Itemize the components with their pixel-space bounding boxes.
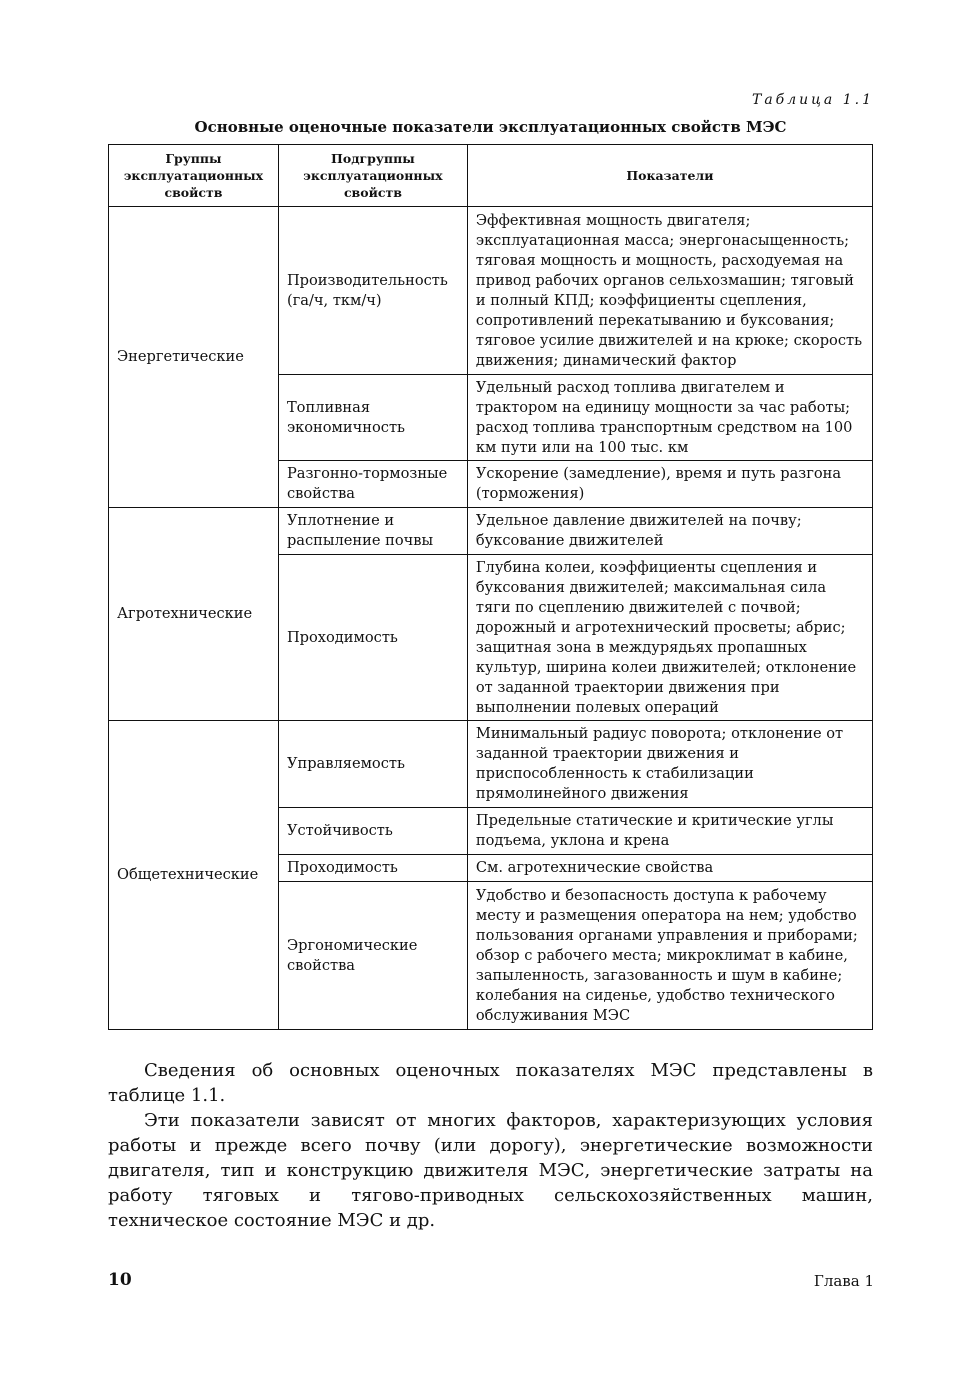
subgroup-cell: Производительность (га/ч, ткм/ч)	[278, 207, 467, 375]
indicators-cell: Предельные статические и критические углы подъема, уклона и крена	[467, 808, 872, 855]
properties-table	[108, 144, 873, 1030]
indicators-cell: Удобство и безопасность доступа к рабочему месту и размещения оператора на нем; удобство пользования органами управления и приборами; обзор с рабочего места; микроклимат в кабине, запыленность, загазованность и шум в кабине; колебания на сиденье, удобство технического обслуживания МЭС	[467, 882, 872, 1030]
header-subgroups: Подгруппы эксплуатационных свойств	[278, 145, 467, 207]
indicators-cell: Глубина колеи, коэффициенты сцепления и буксования движителей; максимальная сила тяги по сцеплению движителей с почвой; дорожный и агротехнический просветы; абрис; защитная зона в междурядьях пропашных культур, ширина колеи движителей; отклонение от заданной траектории движения при выполнении полевых операций	[467, 555, 872, 721]
table-row	[109, 721, 873, 808]
group-cell: Энергетические	[109, 207, 279, 508]
group-cell: Общетехнические	[109, 721, 279, 1030]
subgroup-cell: Разгонно-тормозные свойства	[278, 461, 467, 508]
table-caption: Основные оценочные показатели эксплуатационных свойств МЭС	[194, 118, 787, 136]
indicators-cell: Удельное давление движителей на почву; буксование движителей	[467, 508, 872, 555]
indicators-cell: Минимальный радиус поворота; отклонение от заданной траектории движения и приспособленность к стабилизации прямолинейного движения	[467, 721, 872, 808]
subgroup-cell: Проходимость	[278, 555, 467, 721]
header-groups: Группы эксплуатационных свойств	[109, 145, 279, 207]
subgroup-cell: Топливная экономичность	[278, 375, 467, 461]
indicators-cell: См. агротехнические свойства	[467, 855, 872, 882]
group-cell: Агротехнические	[109, 508, 279, 721]
subgroup-cell: Проходимость	[278, 855, 467, 882]
indicators-cell: Эффективная мощность двигателя; эксплуатационная масса; энергонасыщенность; тяговая мощность и мощность, расходуемая на привод рабочих органов сельхозмашин; тяговый и полный КПД; коэффициенты сцепления, сопротивлений перекатыванию и буксования; тяговое усилие движителей и на крюке; скорость движения; динамический фактор	[467, 207, 872, 375]
table-row	[109, 508, 873, 555]
header-indicators: Показатели	[467, 145, 872, 207]
subgroup-cell: Уплотнение и распыление почвы	[278, 508, 467, 555]
indicators-cell: Удельный расход топлива двигателем и трактором на единицу мощности за час работы; расход топлива транспортным средством на 100 км пути или на 100 тыс. км	[467, 375, 872, 461]
subgroup-cell: Устойчивость	[278, 808, 467, 855]
table-header-row	[109, 145, 873, 207]
running-footer: Глава 1	[813, 1272, 874, 1290]
table-label: Таблица 1.1	[752, 92, 874, 108]
indicators-cell: Ускорение (замедление), время и путь разгона (торможения)	[467, 461, 872, 508]
paragraph: Сведения об основных оценочных показателях МЭС представлены в таблице 1.1.	[108, 1060, 873, 1106]
table-row	[109, 207, 873, 375]
subgroup-cell: Эргономические свойства	[278, 882, 467, 1030]
paragraph: Эти показатели зависят от многих факторов, характеризующих условия работы и прежде всего почву (или дорогу), энергетические возможности двигателя, тип и конструкцию движителя МЭС, энергетические затраты на работу тяговых и тягово-приводных сельскохозяйственных машин, техническое состояние МЭС и др.	[108, 1110, 873, 1231]
subgroup-cell: Управляемость	[278, 721, 467, 808]
page-number: 10	[108, 1270, 132, 1290]
body-text	[108, 1058, 873, 1233]
